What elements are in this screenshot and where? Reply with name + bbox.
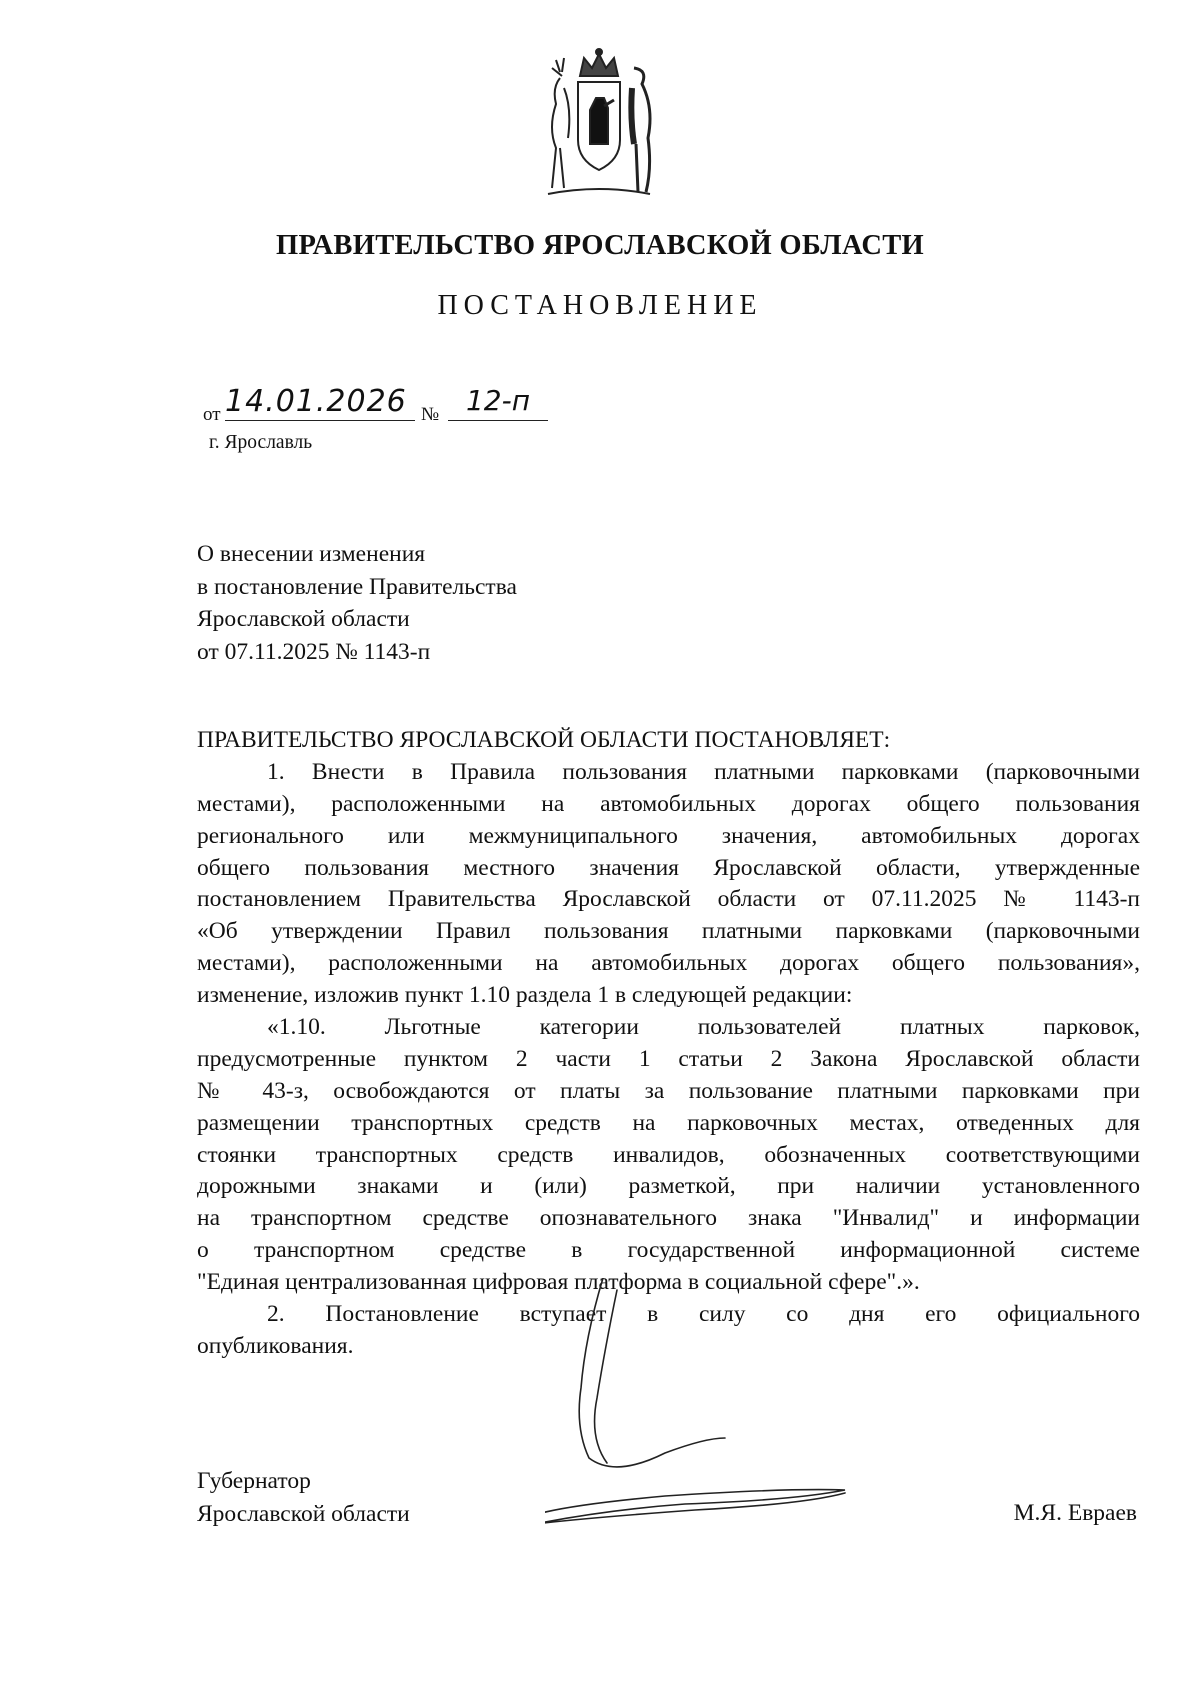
body-line: опубликования. <box>197 1332 354 1359</box>
date-label: от <box>203 404 221 425</box>
document-number: 12-п <box>448 384 548 421</box>
body-line: регионального или межмуниципального значения, автомобильных дорогах <box>197 822 1140 849</box>
signatory-name: М.Я. Евраев <box>1013 1500 1137 1526</box>
city: г. Ярославль <box>209 432 313 453</box>
document-type: ПОСТАНОВЛЕНИЕ <box>437 290 763 321</box>
document-body <box>197 725 1140 1363</box>
document-subject <box>197 538 517 668</box>
coat-of-arms-icon <box>538 48 660 200</box>
body-line: изменение, изложив пункт 1.10 раздела 1 в следующей редакции: <box>197 982 853 1009</box>
body-line: № 43-з, освобождаются от платы за пользование платными парковками при <box>197 1077 1140 1104</box>
body-line: постановлением Правительства Ярославской области от 07.11.2025 № 1143-п <box>197 886 1140 913</box>
body-line: "Единая централизованная цифровая платформа в социальной сфере".». <box>197 1269 920 1296</box>
body-line: стоянки транспортных средств инвалидов, обозначенных соответствующими <box>197 1141 1140 1168</box>
body-line: 1. Внести в Правила пользования платными парковками (парковочными <box>267 758 1140 785</box>
body-line: предусмотренные пунктом 2 части 1 статьи 2 Закона Ярославской области <box>197 1045 1140 1072</box>
body-line: общего пользования местного значения Ярославской области, утвержденные <box>197 854 1140 881</box>
document-date: 14.01.2026 <box>225 384 415 421</box>
body-line: 2. Постановление вступает в силу со дня его официального <box>267 1301 1140 1328</box>
decree-preamble: ПРАВИТЕЛЬСТВО ЯРОСЛАВСКОЙ ОБЛАСТИ ПОСТАНОВЛЯЕТ: <box>197 727 891 753</box>
date-number-line <box>203 384 603 432</box>
body-line: о транспортном средстве в государственной информационной системе <box>197 1237 1140 1264</box>
body-line: «Об утверждении Правил пользования платными парковками (парковочными <box>197 918 1140 945</box>
subject-line: О внесении изменения <box>197 541 426 567</box>
signatory-position <box>197 1465 410 1530</box>
position-line: Ярославской области <box>197 1500 410 1527</box>
body-line: дорожными знаками и (или) разметкой, при наличии установленного <box>197 1173 1140 1200</box>
body-line: местами), расположенными на автомобильных дорогах общего пользования», <box>197 950 1140 977</box>
subject-line: в постановление Правительства <box>197 573 517 600</box>
body-line: «1.10. Льготные категории пользователей платных парковок, <box>267 1014 1140 1041</box>
subject-line: Ярославской области <box>197 606 410 632</box>
body-line: размещении транспортных средств на парковочных местах, отведенных для <box>197 1109 1140 1136</box>
organization-title: ПРАВИТЕЛЬСТВО ЯРОСЛАВСКОЙ ОБЛАСТИ <box>276 230 924 261</box>
subject-line: от 07.11.2025 № 1143-п <box>197 638 431 665</box>
number-label: № <box>421 404 440 425</box>
body-line: на транспортном средстве опознавательного знака "Инвалид" и информации <box>197 1205 1140 1232</box>
position-line: Губернатор <box>197 1468 311 1494</box>
handwritten-signature <box>545 1278 925 1538</box>
body-line: местами), расположенными на автомобильных дорогах общего пользования <box>197 790 1140 817</box>
